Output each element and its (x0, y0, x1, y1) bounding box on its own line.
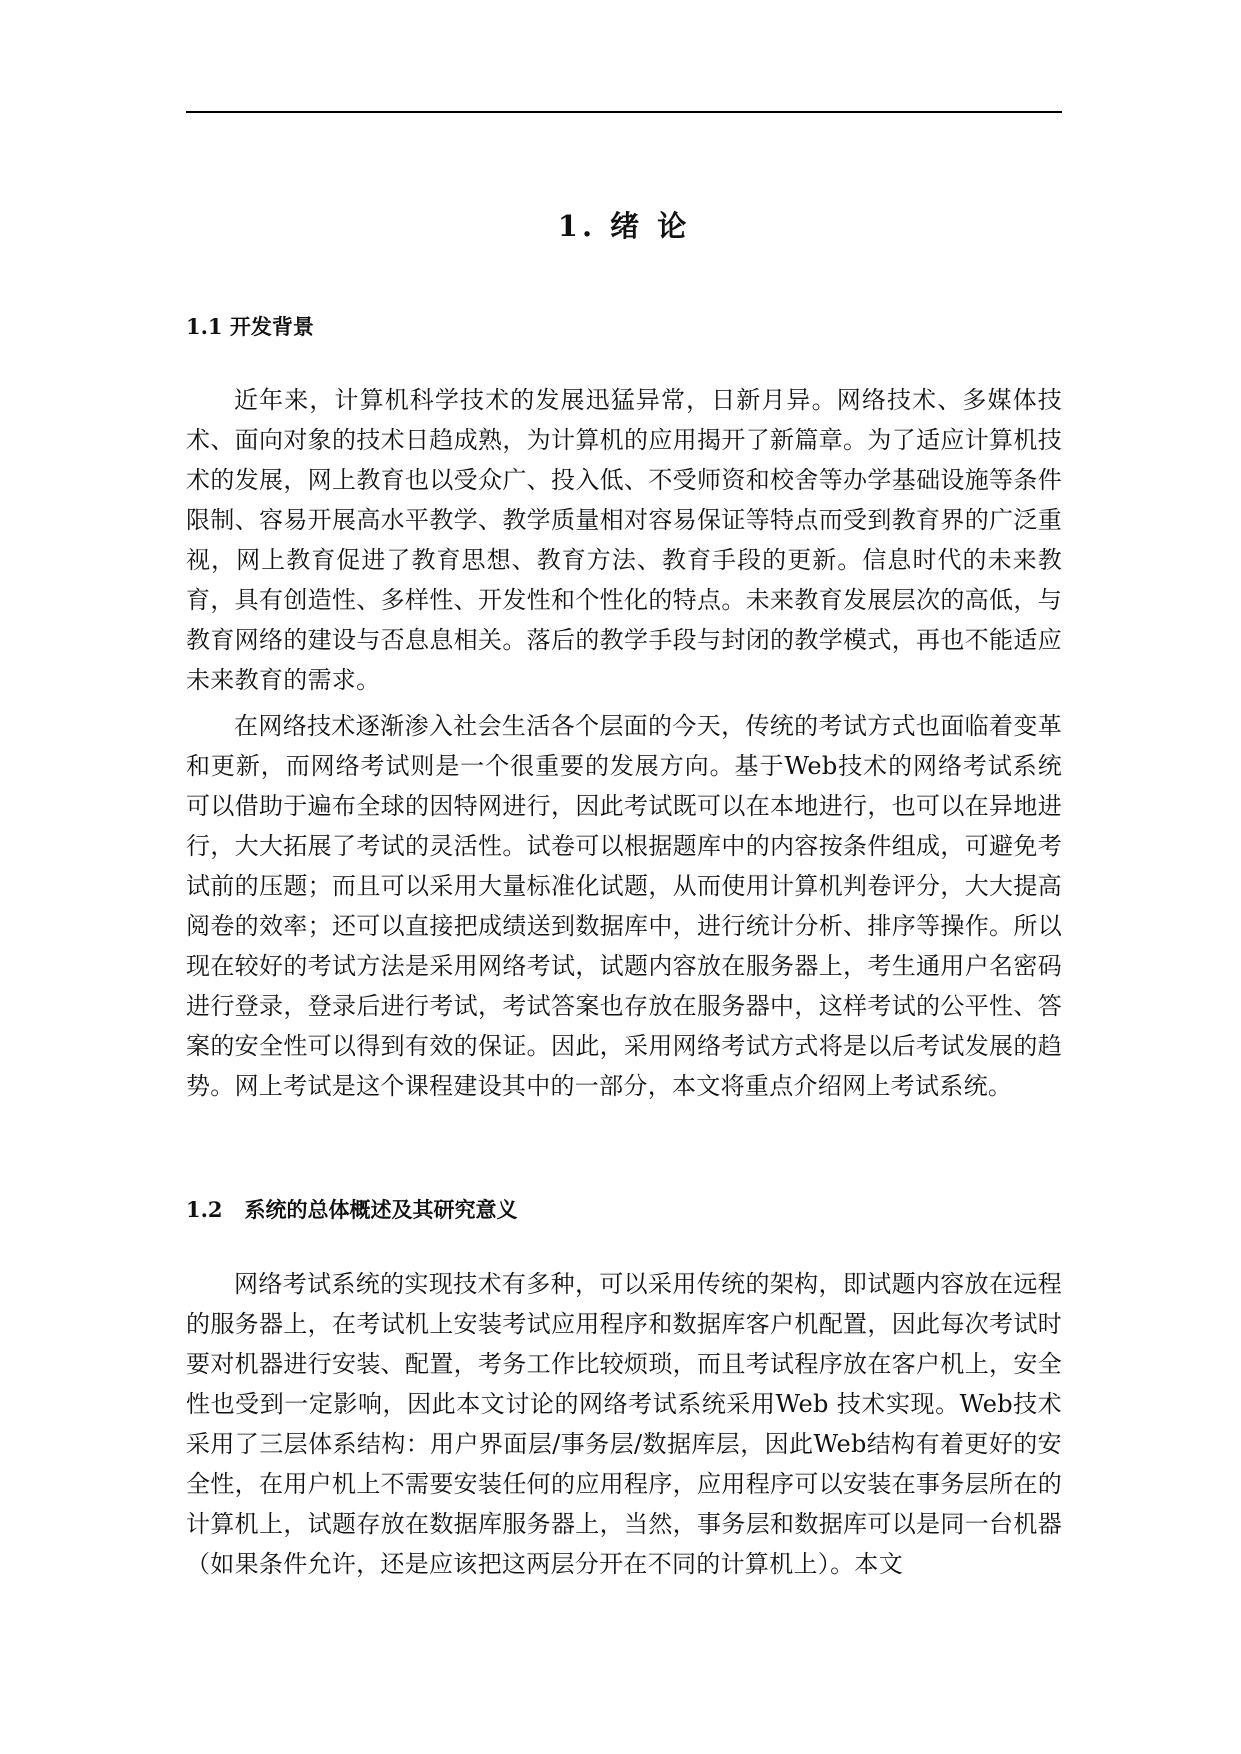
paragraph-overview-1: 网络考试系统的实现技术有多种，可以采用传统的架构，即试题内容放在远程的服务器上，在考试机上安装考试应用程序和数据库客户机配置，因此每次考试时要对机器进行安装、配置，考务工作比较烦琐，而且考试程序放在客户机上，安全性也受到一定影响，因此本文讨论的网络考试系统采用Web 技术实现。Web技术采用了三层体系结构：用户界面层/事务层/数据库层，因此Web结构有着更好的安全性，在用户机上不需要安装任何的应用程序，应用程序可以安装在事务层所在的计算机上，试题存放在数据库服务器上，当然，事务层和数据库可以是同一台机器（如果条件允许，还是应该把这两层分开在不同的计算机上）。本文 (186, 1270, 1062, 1578)
header-rule (186, 111, 1062, 113)
section-heading-1-1: 1.1 开发背景 (186, 314, 314, 339)
paragraph-background-1: 近年来，计算机科学技术的发展迅猛异常，日新月异。网络技术、多媒体技术、面向对象的技术日趋成熟，为计算机的应用揭开了新篇章。为了适应计算机技术的发展，网上教育也以受众广、投入低、不受师资和校舍等办学基础设施等条件限制、容易开展高水平教学、教学质量相对容易保证等特点而受到教育界的广泛重视，网上教育促进了教育思想、教育方法、教育手段的更新。信息时代的未来教育，具有创造性、多样性、开发性和个性化的特点。未来教育发展层次的高低，与教育网络的建设与否息息相关。落后的教学手段与封闭的教学模式，再也不能适应未来教育的需求。 (186, 386, 1062, 694)
chapter-title: 1. 绪 论 (557, 209, 691, 243)
paragraph-background-2: 在网络技术逐渐渗入社会生活各个层面的今天，传统的考试方式也面临着变革和更新，而网络考试则是一个很重要的发展方向。基于Web技术的网络考试系统可以借助于遍布全球的因特网进行，因此考试既可以在本地进行，也可以在异地进行，大大拓展了考试的灵活性。试卷可以根据题库中的内容按条件组成，可避免考试前的压题；而且可以采用大量标准化试题，从而使用计算机判卷评分，大大提高阅卷的效率；还可以直接把成绩送到数据库中，进行统计分析、排序等操作。所以现在较好的考试方法是采用网络考试，试题内容放在服务器上，考生通用户名密码进行登录，登录后进行考试，考试答案也存放在服务器中，这样考试的公平性、答案的安全性可以得到有效的保证。因此，采用网络考试方式将是以后考试发展的趋势。网上考试是这个课程建设其中的一部分，本文将重点介绍网上考试系统。 (186, 712, 1062, 1100)
section-heading-1-2: 1.2 系统的总体概述及其研究意义 (186, 1197, 518, 1222)
